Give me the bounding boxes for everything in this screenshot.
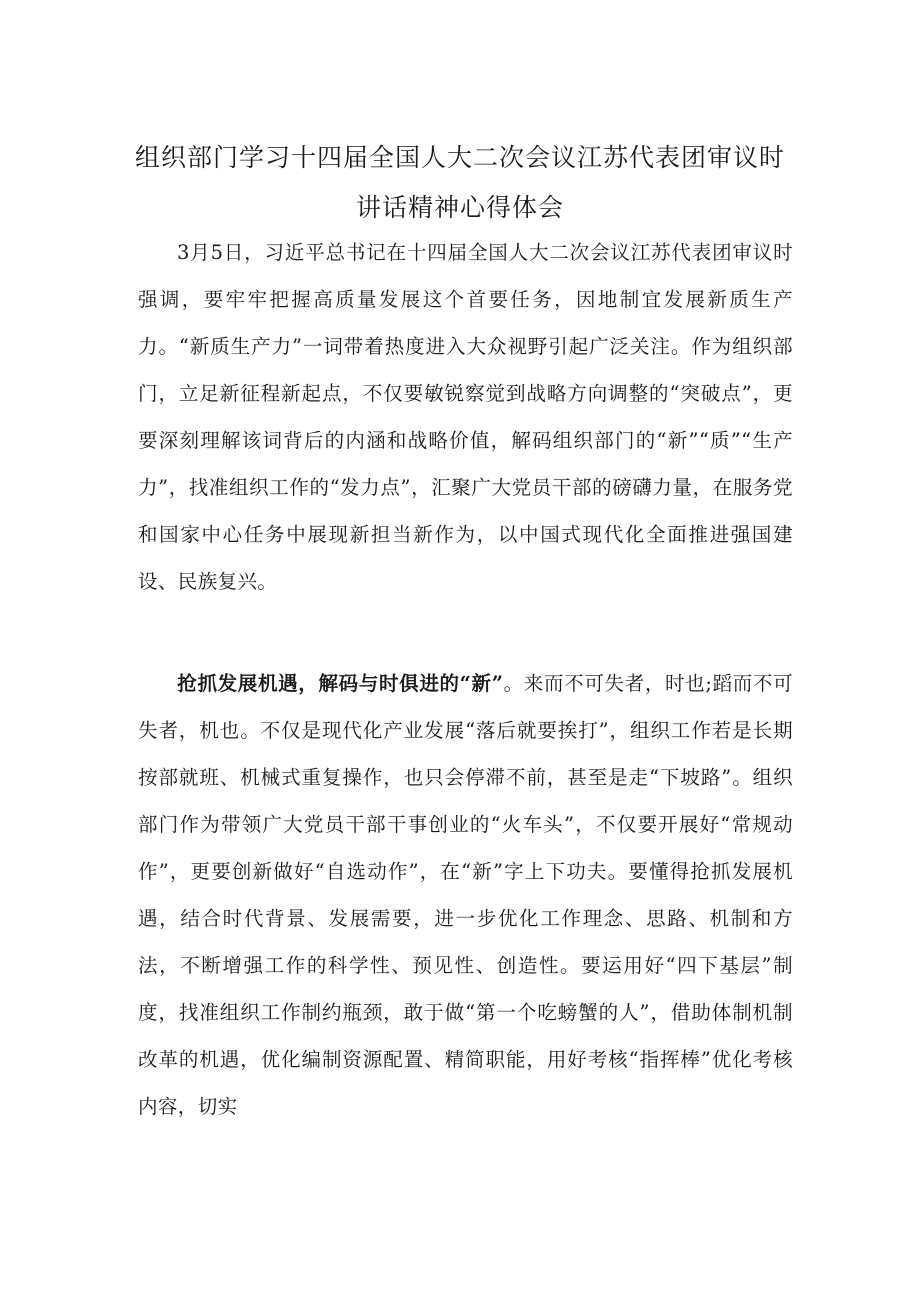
document-title-line-1: 组织部门学习十四届全国人大二次会议江苏代表团审议时	[134, 143, 785, 172]
document-title-line-2: 讲话精神心得体会	[355, 193, 564, 222]
paragraph-intro	[138, 229, 793, 605]
paragraph-intro-text: 3月5日，习近平总书记在十四届全国人大二次会议江苏代表团审议时强调，要牢牢把握高质量发展这个首要任务，因地制宜发展新质生产力。“新质生产力”一词带着热度进入大众视野引起广泛关注。作为组织部门，立足新征程新起点，不仅要敏锐察觉到战略方向调整的“突破点”，更要深刻理解该词背后的内涵和战略价值，解码组织部门的“新”“质”“生产力”，找准组织工作的“发力点”，汇聚广大党员干部的磅礴力量，在服务党和国家中心任务中展现新担当新作为，以中国式现代化全面推进强国建设、民族复兴。	[138, 241, 793, 593]
paragraph-new-heading: 抢抓发展机遇，解码与时俱进的“新”	[177, 672, 504, 695]
paragraph-new-text: 。来而不可失者，时也;蹈而不可失者，机也。不仅是现代化产业发展“落后就要挨打”，组织工作若是长期按部就班、机械式重复操作，也只会停滞不前，甚至是走“下坡路”。组织部门作为带领广大党员干部干事创业的“火车头”，不仅要开展好“常规动作”，更要创新做好“自选动作”，在“新”字上下功夫。要懂得抢抓发展机遇，结合时代背景、发展需要，进一步优化工作理念、思路、机制和方法，不断增强工作的科学性、预见性、创造性。要运用好“四下基层”制度，找准组织工作制约瓶颈，敢于做“第一个吃螃蟹的人”，借助体制机制改革的机遇，优化编制资源配置、精简职能，用好考核“指挥棒”优化考核内容，切实	[138, 672, 794, 1118]
paragraph-new	[138, 660, 793, 1130]
